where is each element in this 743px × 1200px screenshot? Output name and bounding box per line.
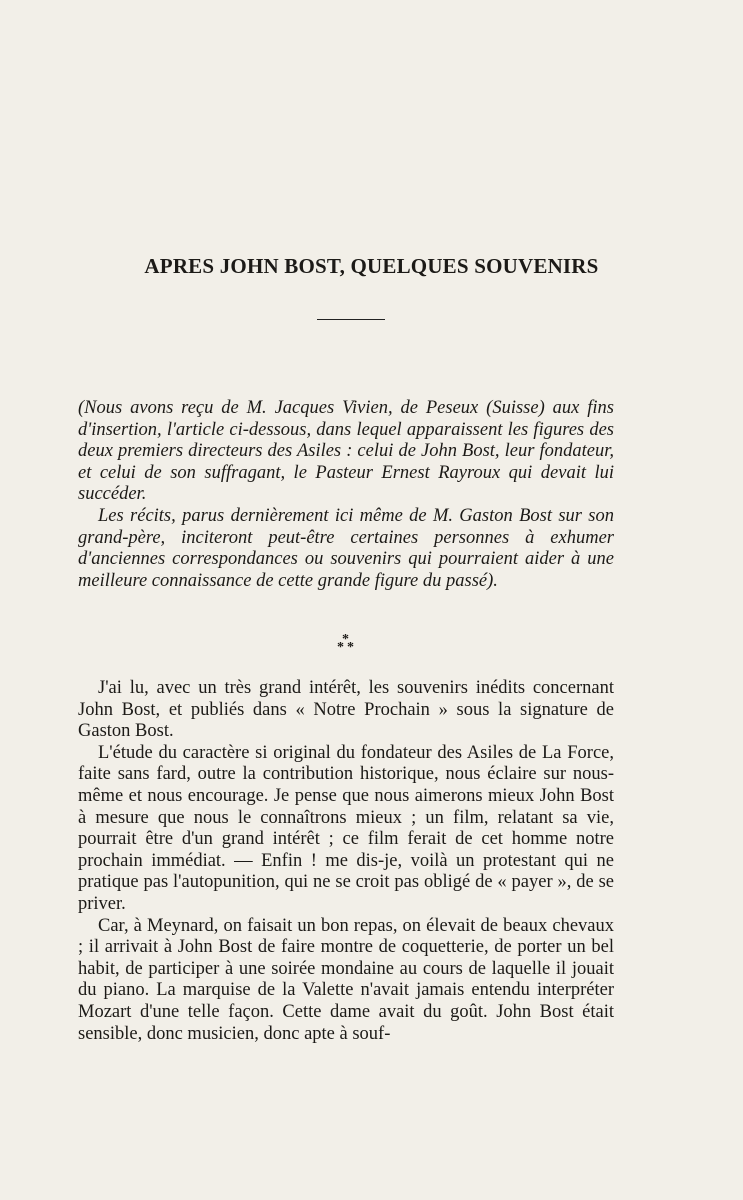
- article-title: APRES JOHN BOST, QUELQUES SOUVENIRS: [144, 254, 599, 278]
- editorial-note: [78, 398, 614, 592]
- body-paragraph: J'ai lu, avec un très grand intérêt, les souvenirs inédits concernant John Bost, et publiés dans « Notre Prochain » sous la signature de Gaston Bost.: [78, 678, 614, 742]
- body-paragraph: L'étude du caractère si original du fondateur des Asiles de La Force, faite sans fard, outre la contribution historique, nous éclaire sur nous-même et nous encourage. Je pense que nous aimerons mieux John Bost à mesure que nous le connaîtrons mieux ; un film, relatant sa vie, pourrait être d'un grand intérêt ; ce film ferait de cet homme notre prochain immédiat. — Enfin ! me dis-je, voilà un protestant qui ne pratique pas l'autopunition, qui ne se croit pas obligé de « payer », de se priver.: [78, 742, 614, 914]
- article-body: [78, 678, 614, 1045]
- asterism-star: *: [342, 632, 349, 647]
- title-divider: [317, 319, 385, 320]
- editorial-note-paragraph: Les récits, parus dernièrement ici même de M. Gaston Bost sur son grand-père, inciteront peut-être certaines personnes à exhumer d'anciennes correspondances ou souvenirs qui pourraient aider à une meilleure connaissance de cette grande figure du passé).: [78, 505, 614, 591]
- editorial-note-paragraph: (Nous avons reçu de M. Jacques Vivien, de Peseux (Suisse) aux fins d'insertion, l'article ci-dessous, dans lequel apparaissent les figures des deux premiers directeurs des Asiles : celui de John Bost, leur fondateur, et celui de son suffragant, le Pasteur Ernest Rayroux qui devait lui succéder.: [78, 398, 614, 505]
- asterism-star: *: [337, 640, 344, 655]
- asterism-separator: [0, 632, 743, 662]
- asterism-star: *: [347, 640, 354, 655]
- body-paragraph: Car, à Meynard, on faisait un bon repas, on élevait de beaux chevaux ; il arrivait à John Bost de faire montre de coquetterie, de porter un bel habit, de participer à une soirée mondaine au cours de laquelle il jouait du piano. La marquise de la Valette n'avait jamais entendu interpréter Mozart d'une telle façon. Cette dame avait du goût. John Bost était sensible, donc musicien, donc apte à souf-: [78, 915, 614, 1044]
